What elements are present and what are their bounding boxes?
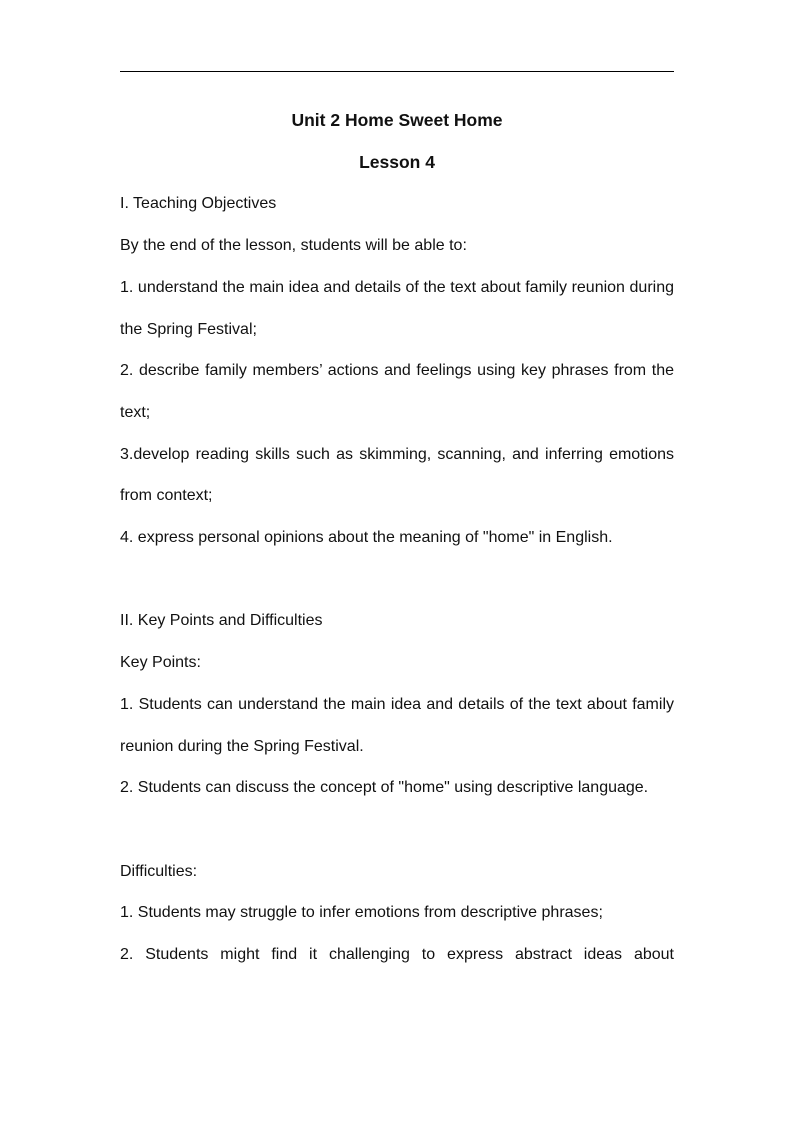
objective-item: 4. express personal opinions about the meaning of "home" in English. <box>120 529 613 547</box>
difficulty-item: 1. Students may struggle to infer emotions from descriptive phrases; <box>120 904 603 922</box>
blank-line <box>120 809 674 851</box>
document-title: Unit 2 Home Sweet Home <box>291 110 503 130</box>
header-rule <box>120 71 674 72</box>
section-heading-objectives: I. Teaching Objectives <box>120 195 277 213</box>
objective-item: 1. understand the main idea and details of the text about family reunion during the Spring Festival; <box>120 278 674 338</box>
objective-item: 2. describe family members’ actions and feelings using key phrases from the text; <box>120 362 674 421</box>
objectives-intro: By the end of the lesson, students will be able to: <box>120 237 467 255</box>
lesson-subtitle: Lesson 4 <box>359 151 435 172</box>
difficulties-label: Difficulties: <box>120 862 198 880</box>
key-point-item: 2. Students can discuss the concept of "home" using descriptive language. <box>120 779 649 797</box>
section-heading-key-points: II. Key Points and Difficulties <box>120 612 323 630</box>
key-point-item: 1. Students can understand the main idea and details of the text about family reunion during the Spring Festival. <box>120 695 674 755</box>
key-points-label: Key Points: <box>120 654 201 672</box>
objective-item: 3.develop reading skills such as skimming, scanning, and inferring emotions from context; <box>120 445 674 505</box>
difficulty-item: 2. Students might find it challenging to express abstract ideas about <box>120 946 674 964</box>
blank-line <box>120 559 674 601</box>
document-body <box>120 100 674 976</box>
